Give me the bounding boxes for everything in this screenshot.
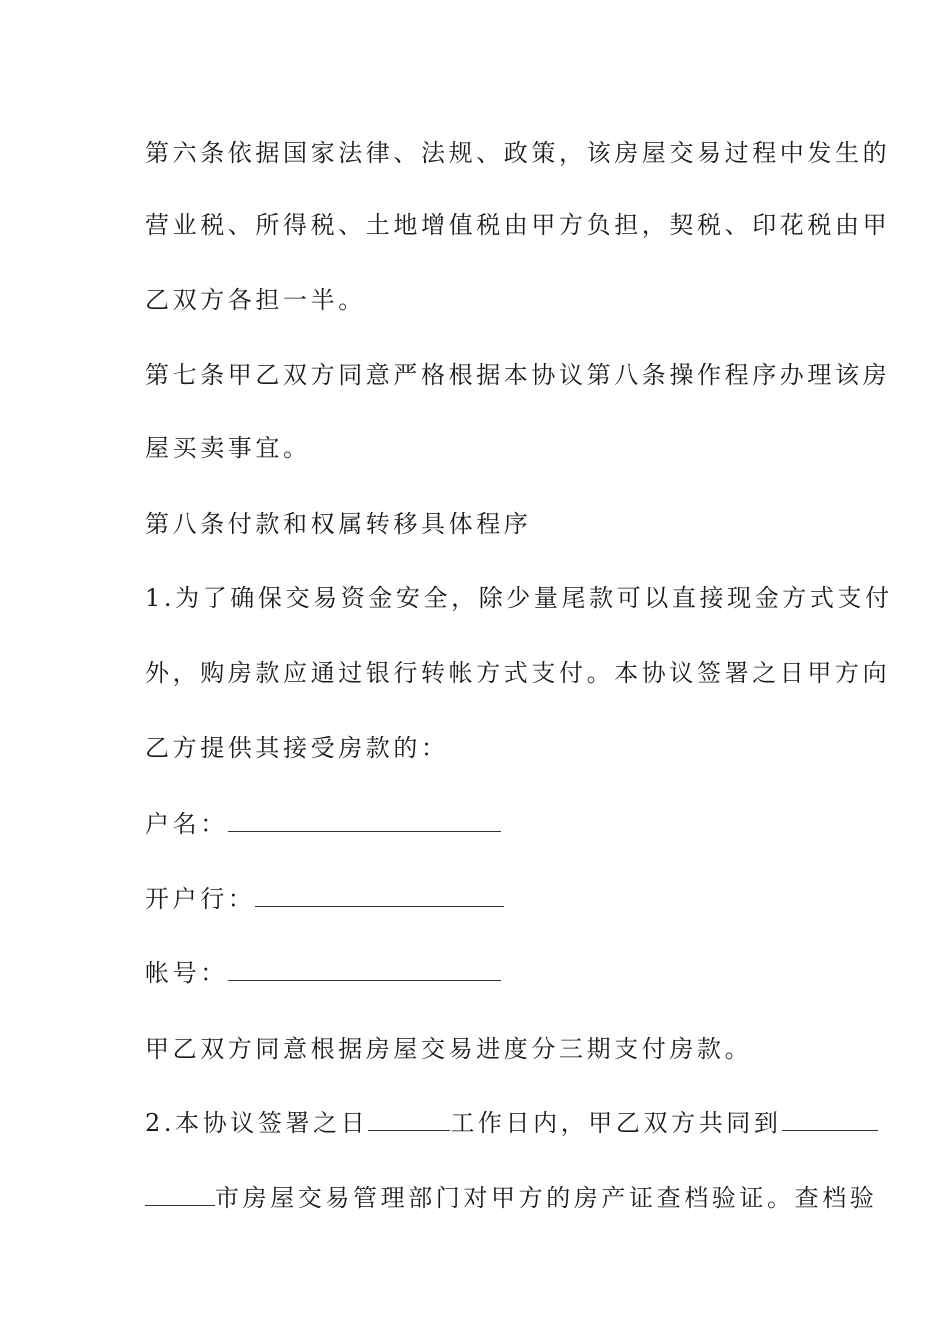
working-days-blank: [368, 1108, 450, 1131]
bank-label: 开户行：: [145, 885, 256, 913]
article8-heading: 第八条付款和权属转移具体程序: [145, 510, 532, 538]
bank-blank: [255, 884, 504, 907]
account-name-field: [145, 809, 810, 839]
item2-part2: 工作日内，甲乙双方共同到: [450, 1109, 782, 1137]
article8-item1-line3: 乙方提供其接受房款的：: [145, 734, 449, 762]
article8-item1-line1: 1.为了确保交易资金安全，除少量尾款可以直接现金方式支付: [145, 584, 893, 612]
account-number-field: [145, 958, 810, 988]
city-blank-2: [145, 1183, 215, 1206]
city-blank-1: [782, 1108, 878, 1131]
installments-line: 甲乙双方同意根据房屋交易进度分三期支付房款。: [145, 1035, 753, 1063]
account-name-blank: [228, 809, 501, 832]
article8-item2-line2: [145, 1183, 878, 1213]
article6-line3: 乙双方各担一半。: [145, 286, 366, 314]
account-number-blank: [228, 958, 501, 981]
item2-part3: 市房屋交易管理部门对甲方的房产证查档验证。查档验: [215, 1184, 878, 1212]
article6-line1: 第六条依据国家法律、法规、政策，该房屋交易过程中发生的: [145, 139, 891, 167]
article7-line2: 屋买卖事宜。: [145, 434, 311, 462]
item2-part1: 2.本协议签署之日: [145, 1109, 369, 1137]
article8-item1-line2: 外，购房款应通过银行转帐方式支付。本协议签署之日甲方向: [145, 659, 891, 687]
article6-line2: 营业税、所得税、土地增值税由甲方负担，契税、印花税由甲: [145, 211, 891, 239]
article7-line1: 第七条甲乙双方同意严格根据本协议第八条操作程序办理该房: [145, 361, 891, 389]
bank-field: [145, 884, 810, 914]
account-name-label: 户名：: [145, 810, 228, 838]
account-number-label: 帐号：: [145, 959, 228, 987]
article8-item2-line1: [145, 1108, 810, 1138]
